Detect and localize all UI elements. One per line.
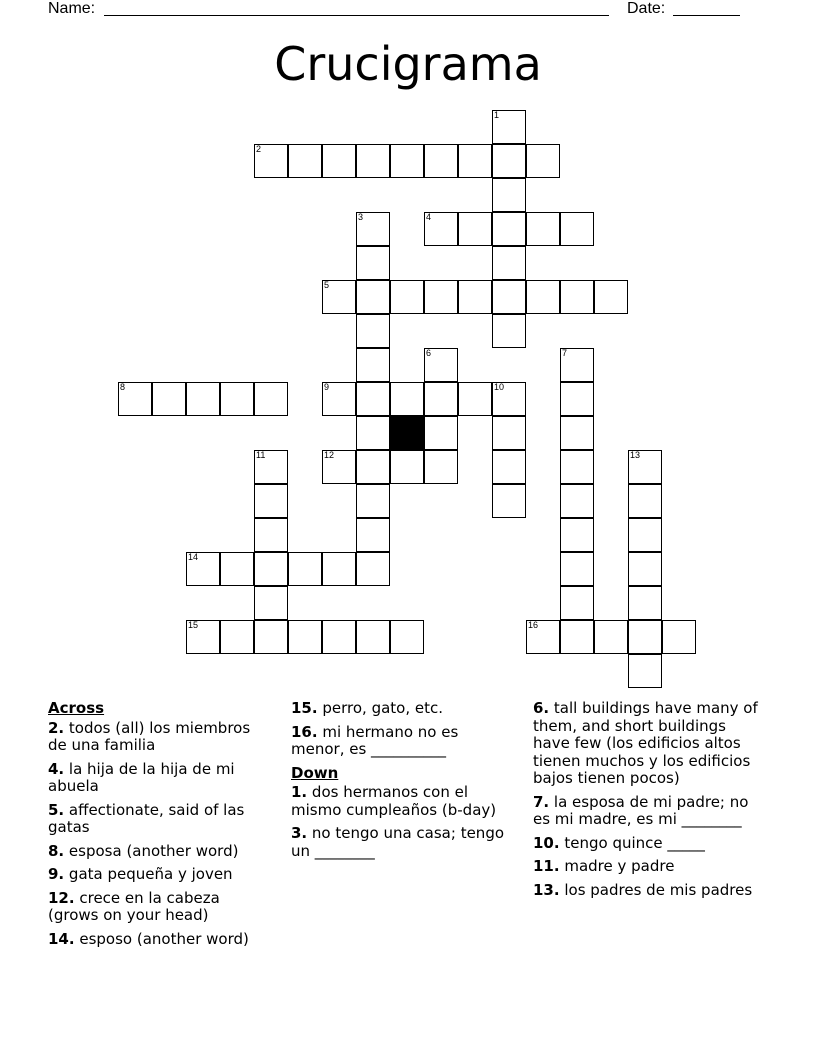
grid-cell[interactable] [356, 382, 390, 416]
grid-cell[interactable] [628, 518, 662, 552]
grid-cell[interactable] [322, 280, 356, 314]
grid-cell[interactable] [390, 280, 424, 314]
grid-cell[interactable] [458, 280, 492, 314]
clue-number: 11. [533, 857, 560, 875]
clue [48, 890, 273, 925]
grid-cell[interactable] [254, 586, 288, 620]
grid-cell[interactable] [560, 518, 594, 552]
grid-cell[interactable] [560, 586, 594, 620]
clue [291, 825, 516, 860]
clue-number: 1. [291, 783, 308, 801]
grid-cell[interactable] [220, 382, 254, 416]
grid-cell[interactable] [356, 416, 390, 450]
clue [48, 843, 273, 861]
grid-cell[interactable] [560, 416, 594, 450]
grid-cell[interactable] [594, 620, 628, 654]
clue-number-label: 5 [324, 280, 330, 290]
clue-text: los padres de mis padres [564, 880, 753, 899]
clue-text: tengo quince _____ [564, 833, 705, 852]
grid-cell[interactable] [458, 212, 492, 246]
clue-number: 7. [533, 792, 550, 811]
grid-cell[interactable] [628, 586, 662, 620]
clue [533, 835, 758, 853]
grid-cell[interactable] [356, 552, 390, 586]
clue-number-label: 13 [630, 450, 641, 460]
grid-cell[interactable] [390, 620, 424, 654]
grid-cell[interactable] [492, 450, 526, 484]
clue [48, 931, 273, 949]
grid-cell[interactable] [628, 484, 662, 518]
clue [533, 794, 758, 829]
clue-number: 14. [48, 929, 75, 948]
clue-number-label: 7 [562, 348, 568, 358]
clue [291, 784, 516, 819]
clue-number: 12. [48, 888, 75, 907]
grid-cell[interactable] [526, 144, 560, 178]
grid-cell[interactable] [186, 382, 220, 416]
clue-number: 2. [48, 718, 65, 737]
clue-text: tall buildings have many of them, and short buildings have few (los edificios altos tienen muchos y los edificios bajos tienen pocos) [533, 699, 758, 787]
clue-number-label: 16 [528, 620, 539, 630]
grid-cell[interactable] [560, 450, 594, 484]
clue-number-label: 15 [188, 620, 199, 630]
grid-cell[interactable] [322, 552, 356, 586]
clue-number-label: 8 [120, 382, 126, 392]
grid-cell[interactable] [560, 620, 594, 654]
grid-cell[interactable] [288, 552, 322, 586]
grid-cell[interactable] [220, 552, 254, 586]
grid-cell[interactable] [288, 620, 322, 654]
clue-number: 13. [533, 880, 560, 899]
clue-number: 16. [291, 722, 318, 741]
grid-cell[interactable] [560, 212, 594, 246]
grid-cell[interactable] [628, 620, 662, 654]
grid-cell[interactable] [424, 348, 458, 382]
grid-cell[interactable] [628, 450, 662, 484]
clue-text: madre y padre [564, 857, 675, 875]
grid-cell[interactable] [492, 484, 526, 518]
clue-text: dos hermanos con el mismo cumpleaños (b-day) [291, 783, 497, 819]
grid-cell[interactable] [356, 280, 390, 314]
grid-cell[interactable] [356, 484, 390, 518]
clue [533, 700, 758, 788]
grid-cell[interactable] [118, 382, 152, 416]
grid-cell[interactable] [628, 654, 662, 688]
clue-text: todos (all) los miembros de una familia [48, 718, 251, 754]
clues-column-1 [48, 700, 273, 954]
grid-cell[interactable] [492, 314, 526, 348]
grid-cell[interactable] [390, 382, 424, 416]
grid-cell[interactable] [356, 518, 390, 552]
clue-number-label: 3 [358, 212, 364, 222]
clue-text: mi hermano no es menor, es __________ [291, 722, 459, 758]
grid-cell[interactable] [424, 450, 458, 484]
clue-number: 6. [533, 699, 550, 717]
grid-cell[interactable] [356, 212, 390, 246]
grid-cell[interactable] [288, 144, 322, 178]
grid-cell[interactable] [424, 144, 458, 178]
clue-number-label: 2 [256, 144, 262, 154]
grid-cell[interactable] [390, 144, 424, 178]
clue [291, 724, 516, 759]
date-label: Date: [627, 0, 666, 17]
clue-number: 3. [291, 824, 308, 842]
blocked-cell [390, 416, 424, 450]
grid-cell[interactable] [254, 620, 288, 654]
grid-cell[interactable] [424, 416, 458, 450]
grid-cell[interactable] [526, 280, 560, 314]
clue-text: la hija de la hija de mi abuela [48, 759, 235, 795]
grid-cell[interactable] [492, 246, 526, 280]
grid-cell[interactable] [526, 212, 560, 246]
clue-number-label: 6 [426, 348, 432, 358]
grid-cell[interactable] [492, 110, 526, 144]
grid-cell[interactable] [424, 382, 458, 416]
clue [291, 700, 516, 718]
grid-cell[interactable] [322, 144, 356, 178]
grid-cell[interactable] [662, 620, 696, 654]
grid-cell[interactable] [560, 484, 594, 518]
clue-number-label: 12 [324, 450, 335, 460]
clue-number: 9. [48, 865, 65, 883]
page-title: Crucigrama [274, 37, 542, 91]
grid-cell[interactable] [254, 484, 288, 518]
grid-cell[interactable] [152, 382, 186, 416]
clue-number-label: 14 [188, 552, 199, 562]
grid-cell[interactable] [356, 450, 390, 484]
clue-number: 5. [48, 800, 65, 819]
name-label: Name: [48, 0, 96, 17]
clue-number: 10. [533, 833, 560, 852]
grid-cell[interactable] [492, 178, 526, 212]
clues-column-2 [291, 700, 516, 866]
grid-cell[interactable] [560, 382, 594, 416]
clue-text: perro, gato, etc. [322, 699, 443, 717]
clue-number-label: 1 [494, 110, 500, 120]
grid-cell[interactable] [390, 450, 424, 484]
grid-cell[interactable] [526, 620, 560, 654]
grid-cell[interactable] [254, 518, 288, 552]
grid-cell[interactable] [492, 212, 526, 246]
grid-cell[interactable] [424, 280, 458, 314]
clue-number-label: 10 [494, 382, 505, 392]
grid-cell[interactable] [356, 620, 390, 654]
clue-text: affectionate, said of las gatas [48, 800, 245, 836]
grid-cell[interactable] [254, 144, 288, 178]
clue [533, 882, 758, 900]
grid-cell[interactable] [186, 620, 220, 654]
grid-cell[interactable] [458, 144, 492, 178]
clue [48, 761, 273, 796]
clue-text: crece en la cabeza (grows on your head) [48, 888, 220, 924]
grid-cell[interactable] [186, 552, 220, 586]
grid-cell[interactable] [220, 620, 254, 654]
clue-text: esposa (another word) [68, 841, 239, 860]
clue-number-label: 4 [426, 212, 432, 222]
grid-cell[interactable] [254, 450, 288, 484]
grid-cell[interactable] [322, 450, 356, 484]
grid-cell[interactable] [560, 280, 594, 314]
clue [48, 802, 273, 837]
grid-cell[interactable] [594, 280, 628, 314]
grid-cell[interactable] [356, 348, 390, 382]
grid-cell[interactable] [492, 144, 526, 178]
clue-number: 4. [48, 759, 65, 778]
grid-cell[interactable] [356, 144, 390, 178]
grid-cell[interactable] [424, 212, 458, 246]
clue-number-label: 11 [256, 450, 266, 460]
grid-cell[interactable] [560, 552, 594, 586]
clue-text: no tengo una casa; tengo un ________ [291, 824, 505, 860]
grid-cell[interactable] [492, 382, 526, 416]
clue-text: esposo (another word) [79, 929, 249, 948]
clues-column-3 [533, 700, 758, 905]
grid-cell[interactable] [560, 348, 594, 382]
grid-cell[interactable] [254, 382, 288, 416]
grid-cell[interactable] [254, 552, 288, 586]
clue-number-label: 9 [324, 382, 330, 392]
grid-cell[interactable] [492, 280, 526, 314]
clue-text: gata pequeña y joven [68, 865, 233, 883]
clue [533, 858, 758, 876]
clue-number: 15. [291, 699, 318, 717]
grid-cell[interactable] [628, 552, 662, 586]
clue [48, 866, 273, 884]
clue-text: la esposa de mi padre; no es mi madre, es mi ________ [533, 792, 749, 828]
across-heading: Across [48, 699, 105, 717]
grid-cell[interactable] [356, 314, 390, 348]
down-heading: Down [291, 763, 339, 782]
grid-cell[interactable] [458, 382, 492, 416]
grid-cell[interactable] [322, 382, 356, 416]
clue-number: 8. [48, 841, 65, 860]
grid-cell[interactable] [322, 620, 356, 654]
grid-cell[interactable] [492, 416, 526, 450]
clue [48, 720, 273, 755]
grid-cell[interactable] [356, 246, 390, 280]
